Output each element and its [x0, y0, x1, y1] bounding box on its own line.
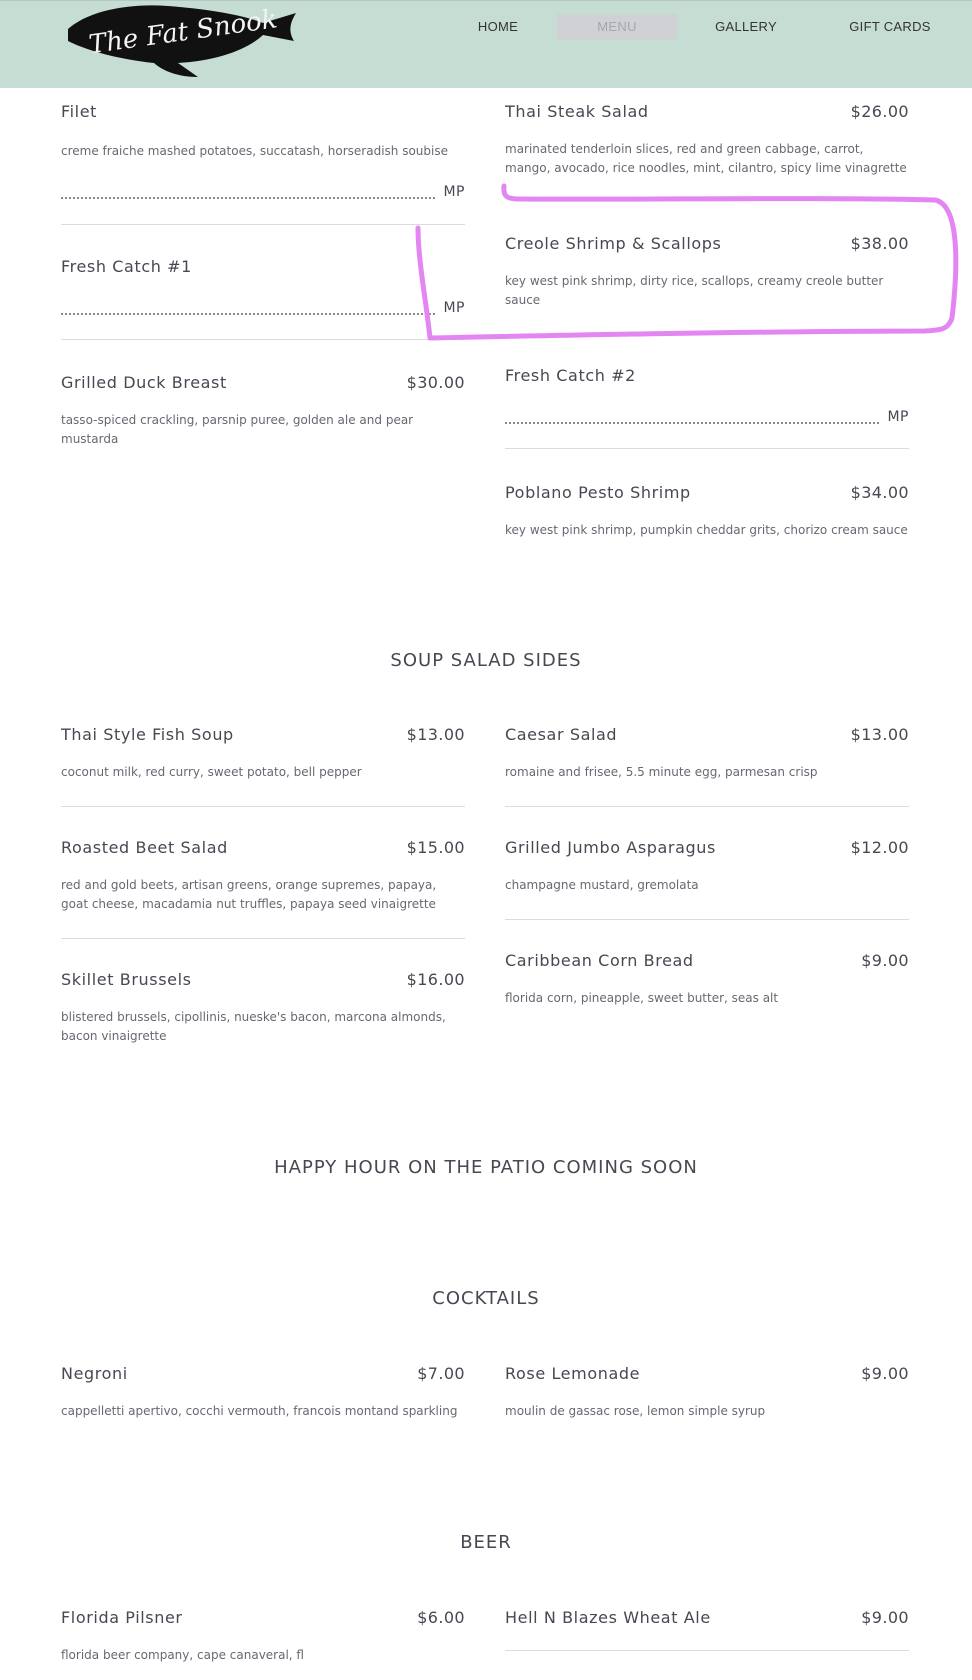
item-price: $9.00	[861, 1608, 909, 1627]
divider	[61, 224, 465, 225]
menu-item-roasted-beet-salad	[61, 838, 465, 914]
item-price: $38.00	[850, 234, 909, 253]
menu-item-rose-lemonade	[505, 1364, 909, 1421]
menu-item-poblano-pesto-shrimp	[505, 483, 909, 540]
divider	[61, 938, 465, 939]
item-desc: cappelletti apertivo, cocchi vermouth, francois montand sparkling	[61, 1404, 458, 1418]
menu-item-caesar-salad	[505, 725, 909, 782]
item-desc: coconut milk, red curry, sweet potato, bell pepper	[61, 765, 362, 779]
item-name: Grilled Duck Breast	[61, 373, 227, 392]
item-price: $13.00	[850, 725, 909, 744]
menu-item-negroni	[61, 1364, 465, 1421]
divider	[505, 806, 909, 807]
nav-gallery[interactable]: GALLERY	[715, 19, 777, 34]
item-name: Florida Pilsner	[61, 1608, 183, 1627]
section-title-beer: BEER	[460, 1532, 512, 1553]
item-name: Negroni	[61, 1364, 128, 1383]
item-desc: champagne mustard, gremolata	[505, 878, 699, 892]
item-name: Thai Style Fish Soup	[61, 725, 234, 744]
divider	[61, 806, 465, 807]
item-name: Creole Shrimp & Scallops	[505, 234, 722, 253]
item-price: $7.00	[417, 1364, 465, 1383]
menu-item-caribbean-corn-bread	[505, 951, 909, 1008]
item-desc: florida corn, pineapple, sweet butter, seas alt	[505, 991, 779, 1005]
menu-item-skillet-brussels	[61, 970, 465, 1046]
item-name: Grilled Jumbo Asparagus	[505, 838, 716, 857]
menu-item-grilled-jumbo-asparagus	[505, 838, 909, 895]
section-title-soup-salad-sides: SOUP SALAD SIDES	[390, 650, 582, 671]
item-desc: marinated tenderloin slices, red and green cabbage, carrot, mango, avocado, rice noodles, mint, cilantro, spicy lime vinagrette	[505, 142, 907, 175]
divider	[505, 919, 909, 920]
item-name: Fresh Catch #2	[505, 366, 636, 385]
item-desc: red and gold beets, artisan greens, orange supremes, papaya, goat cheese, macadamia nut truffles, papaya seed vinaigrette	[61, 878, 437, 911]
item-name: Caesar Salad	[505, 725, 618, 744]
item-name: Fresh Catch #1	[61, 257, 192, 276]
item-name: Filet	[61, 102, 98, 121]
menu-item-thai-fish-soup	[61, 725, 465, 782]
item-name: Thai Steak Salad	[505, 102, 649, 121]
site-header	[0, 0, 972, 88]
item-name: Hell N Blazes Wheat Ale	[505, 1608, 711, 1627]
divider	[505, 1650, 909, 1651]
market-price-fresh-catch-1: MP	[61, 300, 465, 320]
market-price-filet: MP	[61, 184, 465, 204]
item-price: $30.00	[406, 373, 465, 392]
divider	[61, 339, 465, 340]
item-name: Skillet Brussels	[61, 970, 192, 989]
item-name: Caribbean Corn Bread	[505, 951, 694, 970]
item-name: Poblano Pesto Shrimp	[505, 483, 691, 502]
item-desc: blistered brussels, cipollinis, nueske's bacon, marcona almonds, bacon vinaigrette	[61, 1010, 446, 1043]
divider	[505, 448, 909, 449]
item-name: Rose Lemonade	[505, 1364, 641, 1383]
item-name: Roasted Beet Salad	[61, 838, 228, 857]
nav-gift-cards[interactable]: GIFT CARDS	[849, 19, 931, 34]
section-title-cocktails: COCKTAILS	[432, 1288, 540, 1309]
nav-home[interactable]: HOME	[477, 19, 519, 34]
item-desc: key west pink shrimp, pumpkin cheddar grits, chorizo cream sauce	[505, 523, 908, 537]
menu-item-filet	[61, 102, 465, 161]
svg-text:The Fat Snook: The Fat Snook	[87, 4, 280, 61]
item-desc: moulin de gassac rose, lemon simple syrup	[505, 1404, 766, 1418]
item-price: $6.00	[417, 1608, 465, 1627]
menu-item-duck	[61, 373, 465, 449]
market-price-fresh-catch-2: MP	[505, 409, 909, 429]
menu-item-fresh-catch-1	[61, 257, 465, 281]
section-title-happy-hour: HAPPY HOUR ON THE PATIO COMING SOON	[274, 1157, 698, 1178]
item-desc: tasso-spiced crackling, parsnip puree, golden ale and pear mustarda	[61, 413, 414, 446]
item-desc: florida beer company, cape canaveral, fl	[61, 1648, 304, 1662]
item-price: $9.00	[861, 1364, 909, 1383]
item-price: $26.00	[850, 102, 909, 121]
menu-item-hell-n-blazes	[505, 1608, 909, 1632]
item-price: $13.00	[406, 725, 465, 744]
item-price: $15.00	[406, 838, 465, 857]
nav-menu[interactable]: MENU	[557, 14, 677, 40]
item-price: $12.00	[850, 838, 909, 857]
item-desc: creme fraiche mashed potatoes, succatash, horseradish soubise	[61, 144, 448, 158]
item-desc: romaine and frisee, 5.5 minute egg, parmesan crisp	[505, 765, 818, 779]
item-price: $34.00	[850, 483, 909, 502]
item-price: $16.00	[406, 970, 465, 989]
menu-item-florida-pilsner	[61, 1608, 465, 1665]
menu-item-fresh-catch-2	[505, 366, 909, 390]
item-price: $9.00	[861, 951, 909, 970]
item-desc: key west pink shrimp, dirty rice, scallops, creamy creole butter sauce	[505, 274, 884, 307]
menu-item-creole-shrimp-scallops	[505, 234, 909, 310]
menu-item-thai-steak-salad	[505, 102, 909, 178]
fat-snook-logo[interactable]	[58, 1, 308, 79]
